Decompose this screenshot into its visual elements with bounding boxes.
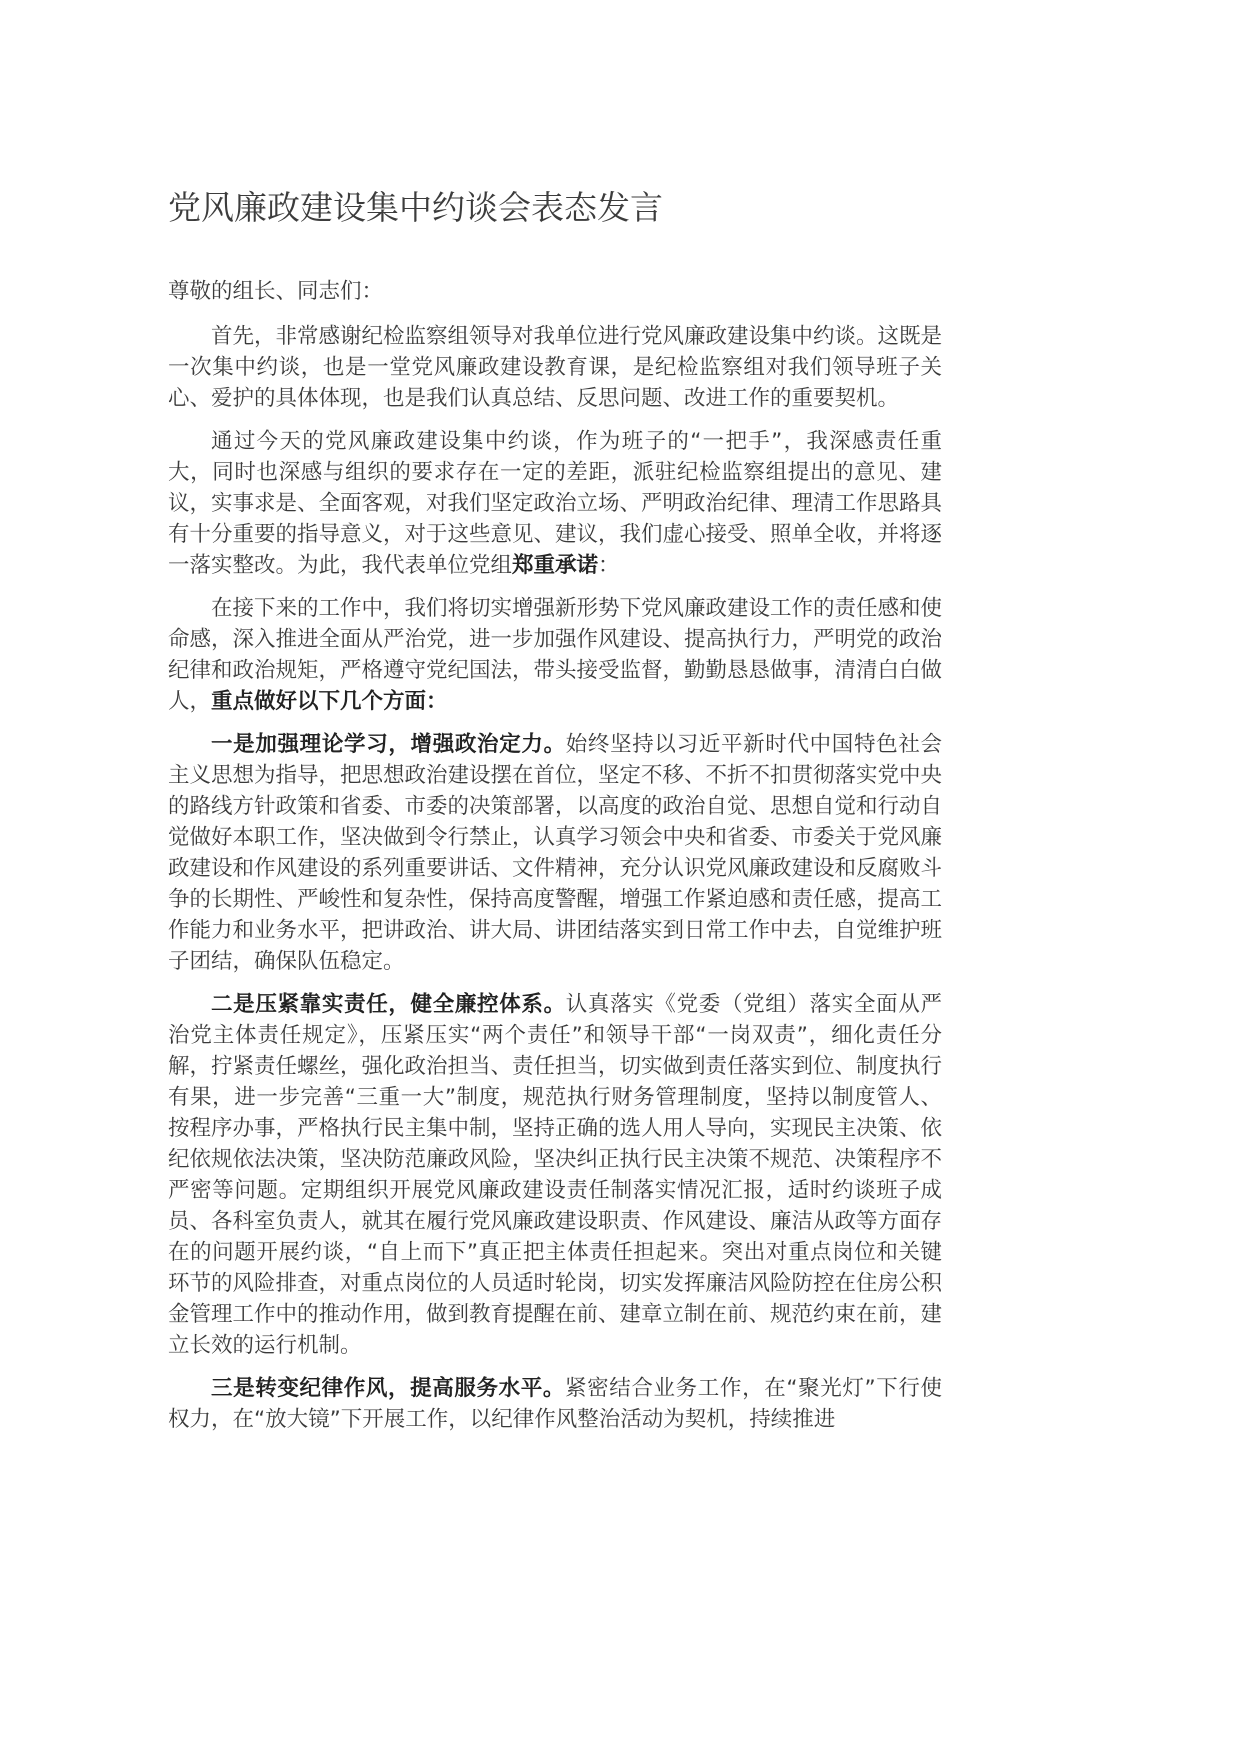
paragraph-text: 在接下来的工作中，我们将切实增强新形势下党风廉政建设工作的责任感和使命感，深入推进全面从严治党，进一步加强作风建设、提高执行力，严明党的政治纪律和政治规矩，严格遵守党纪国法，带头接受监督，勤勤恳恳做事，清清白白做人， [168, 596, 943, 714]
paragraph [168, 321, 942, 414]
paragraph-text: 认真落实《党委（党组）落实全面从严治党主体责任规定》，压紧压实“两个责任”和领导干部“一岗双责”，细化责任分解，拧紧责任螺丝，强化政治担当、责任担当，切实做到责任落实到位、制度执行有果，进一步完善“三重一大”制度，规范执行财务管理制度，坚持以制度管人、按程序办事，严格执行民主集中制，坚持正确的选人用人导向，实现民主决策、依纪依规依法决策，坚决防范廉政风险，坚决纠正执行民主决策不规范、决策程序不严密等问题。定期组织开展党风廉政建设责任制落实情况汇报，适时约谈班子成员、各科室负责人，就其在履行党风廉政建设职责、作风建设、廉洁从政等方面存在的问题开展约谈，“自上而下”真正把主体责任担起来。突出对重点岗位和关键环节的风险排查，对重点岗位的人员适时轮岗，切实发挥廉洁风险防控在住房公积金管理工作中的推动作用，做到教育提醒在前、建章立制在前、规范约束在前，建立长效的运行机制。 [168, 992, 943, 1358]
document-body [168, 276, 942, 1447]
paragraph-text: 首先，非常感谢纪检监察组领导对我单位进行党风廉政建设集中约谈。这既是一次集中约谈，也是一堂党风廉政建设教育课，是纪检监察组对我们领导班子关心、爱护的具体体现，也是我们认真总结、反思问题、改进工作的重要契机。 [168, 324, 943, 411]
paragraph [168, 1373, 942, 1435]
paragraph-text: ： [598, 553, 620, 578]
paragraph [168, 593, 942, 717]
paragraph [168, 729, 942, 977]
document-title: 党风廉政建设集中约谈会表态发言 [168, 188, 663, 227]
bold-text: 重点做好以下几个方面： [211, 689, 448, 714]
paragraph [168, 426, 942, 581]
bold-text: 二是压紧靠实责任，健全廉控体系。 [211, 992, 566, 1017]
bold-text: 三是转变纪律作风，提高服务水平。 [211, 1376, 566, 1401]
paragraph-text: 紧密结合业务工作，在“聚光灯”下行使权力，在“放大镜”下开展工作，以纪律作风整治活动为契机，持续推进 [168, 1376, 942, 1432]
paragraph-text: 通过今天的党风廉政建设集中约谈，作为班子的“一把手”，我深感责任重大，同时也深感与组织的要求存在一定的差距，派驻纪检监察组提出的意见、建议，实事求是、全面客观，对我们坚定政治立场、严明政治纪律、理清工作思路具有十分重要的指导意义，对于这些意见、建议，我们虚心接受、照单全收，并将逐一落实整改。为此，我代表单位党组 [168, 429, 943, 578]
greeting: 尊敬的组长、同志们： [168, 279, 384, 304]
paragraph [168, 989, 942, 1361]
paragraph-text: 始终坚持以习近平新时代中国特色社会主义思想为指导，把思想政治建设摆在首位，坚定不移、不折不扣贯彻落实党中央的路线方针政策和省委、市委的决策部署，以高度的政治自觉、思想自觉和行动自觉做好本职工作，坚决做到令行禁止，认真学习领会中央和省委、市委关于党风廉政建设和作风建设的系列重要讲话、文件精神，充分认识党风廉政建设和反腐败斗争的长期性、严峻性和复杂性，保持高度警醒，增强工作紧迫感和责任感，提高工作能力和业务水平，把讲政治、讲大局、讲团结落实到日常工作中去，自觉维护班子团结，确保队伍稳定。 [168, 732, 943, 974]
bold-text: 郑重承诺 [512, 553, 599, 578]
bold-text: 一是加强理论学习，增强政治定力。 [211, 732, 566, 757]
